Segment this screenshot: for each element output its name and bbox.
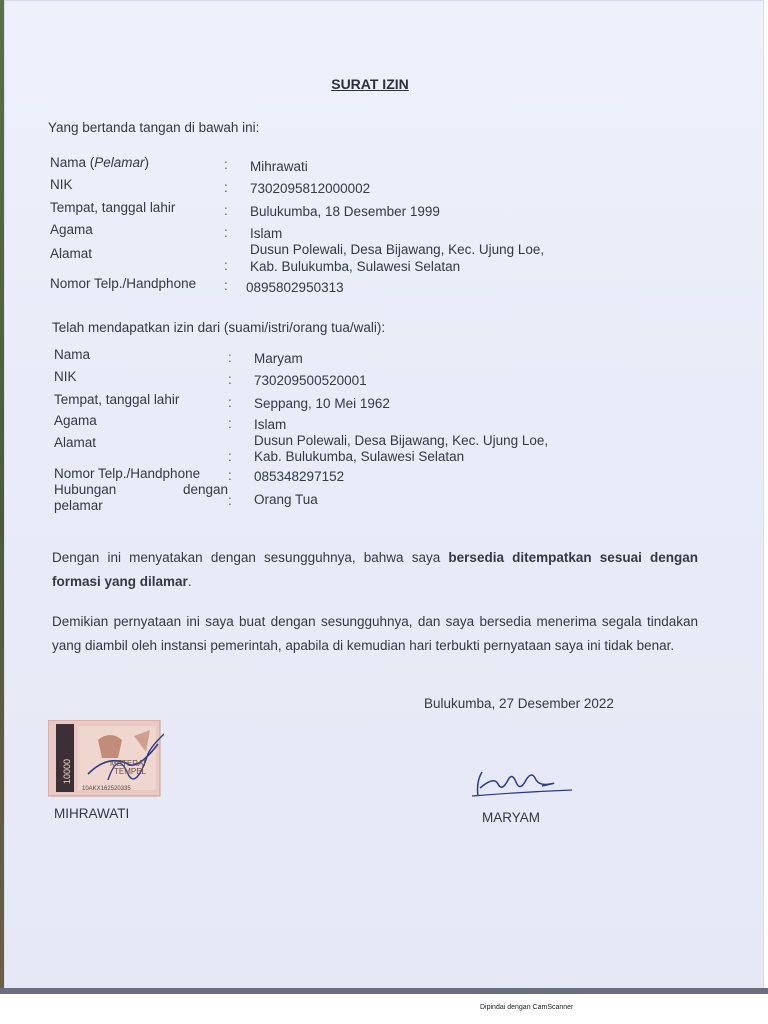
applicant-birth: Bulukumba, 18 Desember 1999 — [250, 204, 440, 219]
applicant-name: Mihrawati — [250, 159, 308, 174]
signer-right-name: MARYAM — [482, 810, 541, 825]
scanner-watermark: Dipindai dengan CamScanner — [480, 1004, 574, 1011]
applicant-address-line1: Dusun Polewali, Desa Bijawang, Kec. Ujung Loe, — [250, 242, 545, 257]
colon: : — [228, 372, 232, 387]
applicant-address-label: Alamat — [50, 246, 93, 261]
document-title: SURAT IZIN — [331, 76, 409, 92]
svg-text:TEMPEL: TEMPEL — [114, 767, 147, 776]
applicant-name-label: Nama (Pelamar) — [50, 155, 150, 170]
closing-paragraph: Demikian pernyataan ini saya buat dengan sesungguhnya, dan saya bersedia menerima segala tindakan yang diambil oleh instansi pemerintah, apabila di kemudian hari terbukti pernyataan saya ini tidak benar. — [52, 614, 698, 653]
guardian-address-label: Alamat — [54, 435, 97, 450]
signer-left-name: MIHRAWATI — [54, 806, 130, 821]
statement-paragraph: Dengan ini menyatakan dengan sesungguhnya, bahwa saya bersedia ditempatkan sesuai dengan formasi yang dilamar. — [52, 550, 698, 589]
guardian-birth-label: Tempat, tanggal lahir — [54, 392, 180, 407]
svg-text:10AKX162520335: 10AKX162520335 — [82, 786, 131, 792]
revenue-stamp — [48, 720, 164, 798]
colon: : — [228, 468, 232, 483]
guardian-relation-label-line2: pelamar — [54, 498, 103, 513]
guardian-birth: Seppang, 10 Mei 1962 — [254, 396, 390, 411]
guardian-relation: Orang Tua — [254, 492, 318, 507]
guardian-nik-label: NIK — [54, 369, 77, 384]
place-date: Bulukumba, 27 Desember 2022 — [424, 696, 614, 711]
applicant-phone: 0895802950313 — [246, 280, 344, 295]
page-bottom-edge — [0, 988, 768, 994]
svg-text:METERAI: METERAI — [110, 759, 146, 768]
guardian-phone-label: Nomor Telp./Handphone — [54, 466, 201, 481]
colon: : — [224, 258, 228, 273]
guardian-name: Maryam — [254, 351, 303, 366]
svg-text:10000: 10000 — [62, 758, 72, 784]
applicant-nik: 7302095812000002 — [250, 181, 371, 196]
applicant-phone-label: Nomor Telp./Handphone — [50, 276, 197, 291]
colon: : — [228, 395, 232, 410]
intro-text: Yang bertanda tangan di bawah ini: — [48, 120, 260, 135]
signature-maryam — [470, 758, 580, 802]
colon: : — [224, 157, 228, 172]
colon: : — [224, 225, 228, 240]
colon: : — [228, 416, 232, 431]
colon: : — [228, 493, 232, 508]
permission-intro: Telah mendapatkan izin dari (suami/istri/orang tua/wali): — [52, 320, 386, 335]
guardian-religion-label: Agama — [54, 413, 97, 428]
applicant-address-line2: Kab. Bulukumba, Sulawesi Selatan — [250, 259, 461, 274]
applicant-nik-label: NIK — [50, 177, 73, 192]
guardian-phone: 085348297152 — [254, 469, 345, 484]
guardian-name-label: Nama — [54, 347, 91, 362]
guardian-religion: Islam — [254, 417, 287, 432]
applicant-religion-label: Agama — [50, 222, 93, 237]
guardian-address-line1: Dusun Polewali, Desa Bijawang, Kec. Ujung Loe, — [254, 433, 549, 448]
guardian-address-line2: Kab. Bulukumba, Sulawesi Selatan — [254, 449, 465, 464]
colon: : — [228, 449, 232, 464]
colon: : — [224, 278, 228, 293]
colon: : — [224, 180, 228, 195]
colon: : — [228, 350, 232, 365]
guardian-relation-label-line1: Hubungan dengan — [54, 482, 228, 497]
guardian-nik: 730209500520001 — [254, 373, 367, 388]
applicant-religion: Islam — [250, 226, 283, 241]
colon: : — [224, 203, 228, 218]
applicant-birth-label: Tempat, tanggal lahir — [50, 200, 176, 215]
